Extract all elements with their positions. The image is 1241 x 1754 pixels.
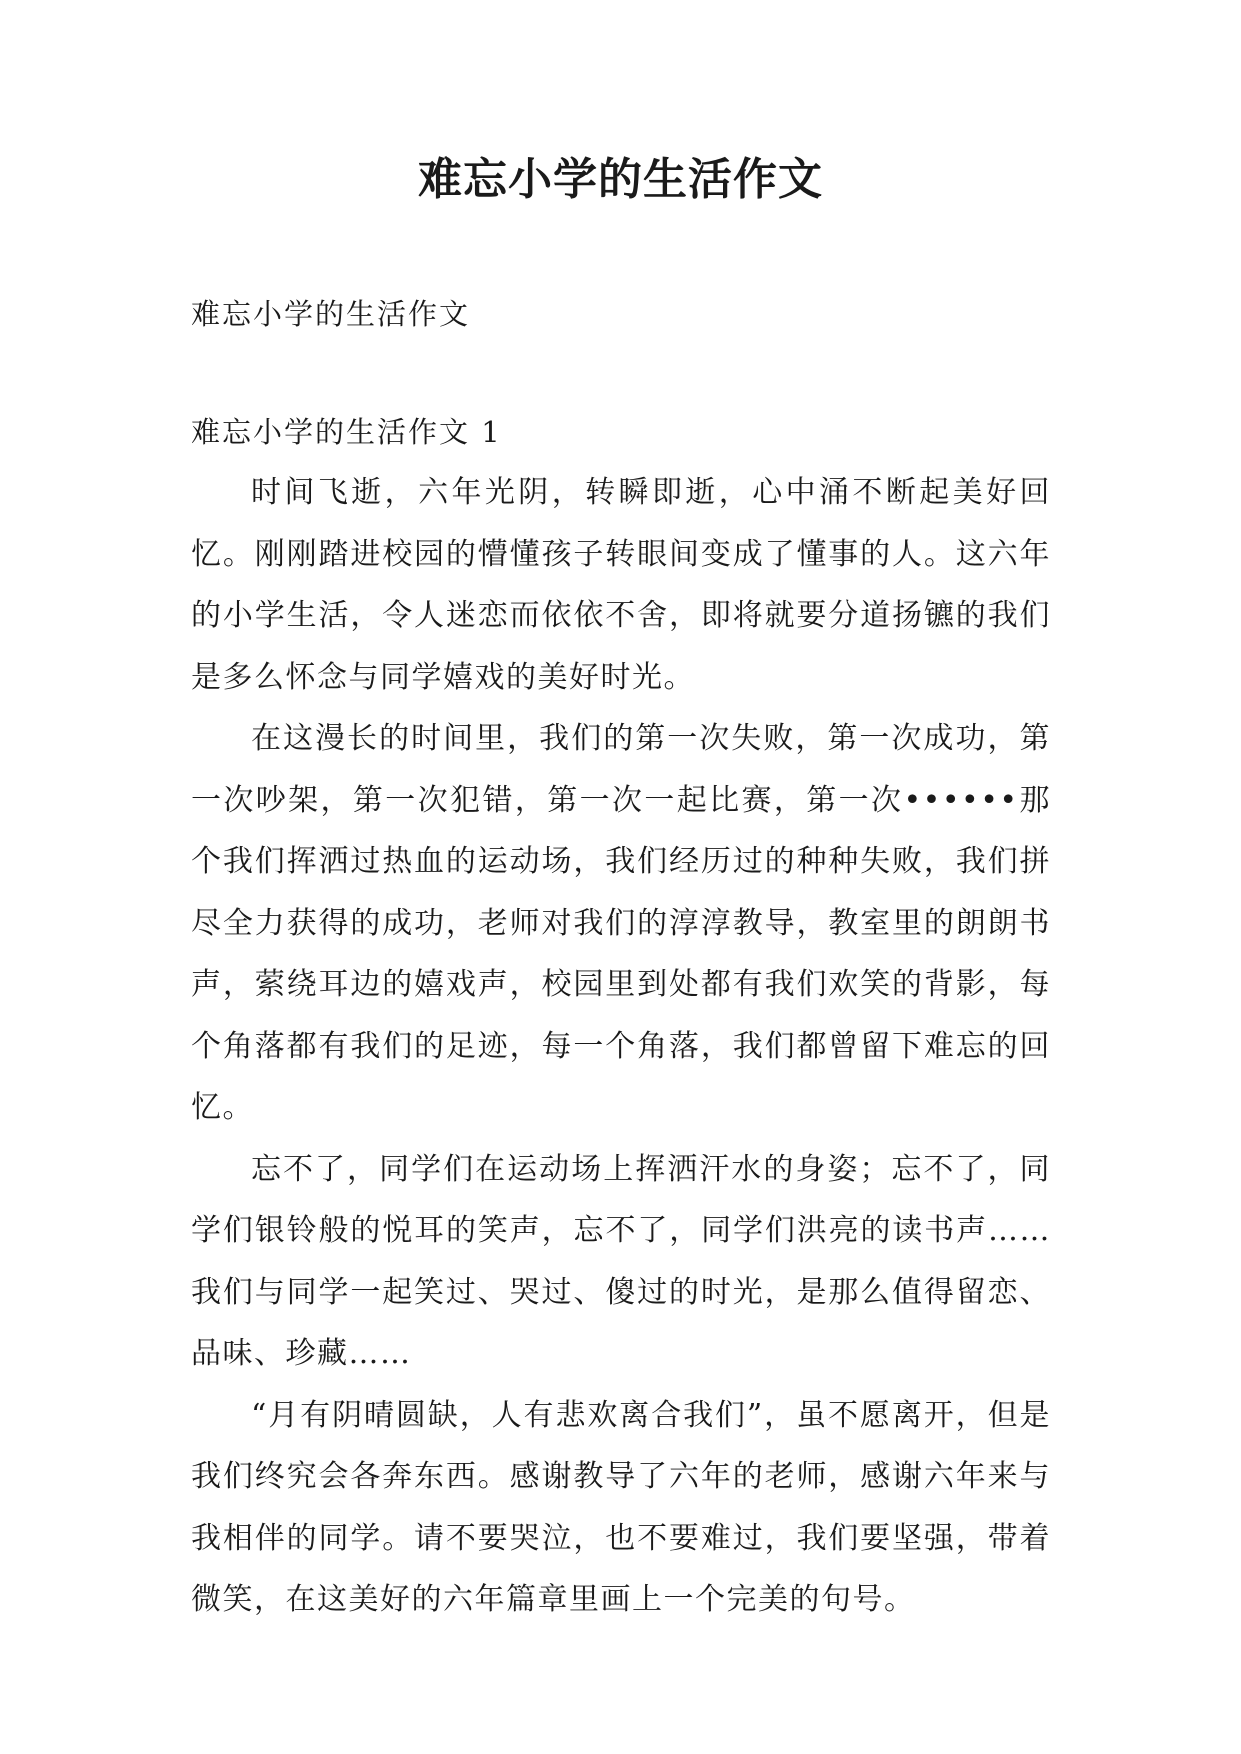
essay-heading: 难忘小学的生活作文 1 <box>191 415 502 449</box>
essay-paragraph: 时间飞逝，六年光阴，转瞬即逝，心中涌不断起美好回忆。刚刚踏进校园的懵懂孩子转眼间变成了懂事的人。这六年的小学生活，令人迷恋而依依不舍，即将就要分道扬镳的我们是多么怀念与同学嬉戏的美好时光。 <box>191 475 1051 695</box>
document-title: 难忘小学的生活作文 <box>418 154 823 205</box>
essay-paragraph: 在这漫长的时间里，我们的第一次失败，第一次成功，第一次吵架，第一次犯错，第一次一起比赛，第一次••••••那个我们挥洒过热血的运动场，我们经历过的种种失败，我们拼尽全力获得的成功，老师对我们的淳淳教导，教室里的朗朗书声，萦绕耳边的嬉戏声，校园里到处都有我们欢笑的背影，每个角落都有我们的足迹，每一个角落，我们都曾留下难忘的回忆。 <box>191 721 1051 1125</box>
document-subtitle: 难忘小学的生活作文 <box>191 297 471 331</box>
essay-paragraph: “月有阴晴圆缺，人有悲欢离合我们”，虽不愿离开，但是我们终究会各奔东西。感谢教导了六年的老师，感谢六年来与我相伴的同学。请不要哭泣，也不要难过，我们要坚强，带着微笑，在这美好的六年篇章里画上一个完美的句号。 <box>191 1397 1051 1617</box>
essay-paragraph: 忘不了，同学们在运动场上挥洒汗水的身姿；忘不了，同学们银铃般的悦耳的笑声，忘不了，同学们洪亮的读书声……我们与同学一起笑过、哭过、傻过的时光，是那么值得留恋、品味、珍藏…… <box>191 1151 1051 1371</box>
essay-body <box>191 462 1051 1631</box>
